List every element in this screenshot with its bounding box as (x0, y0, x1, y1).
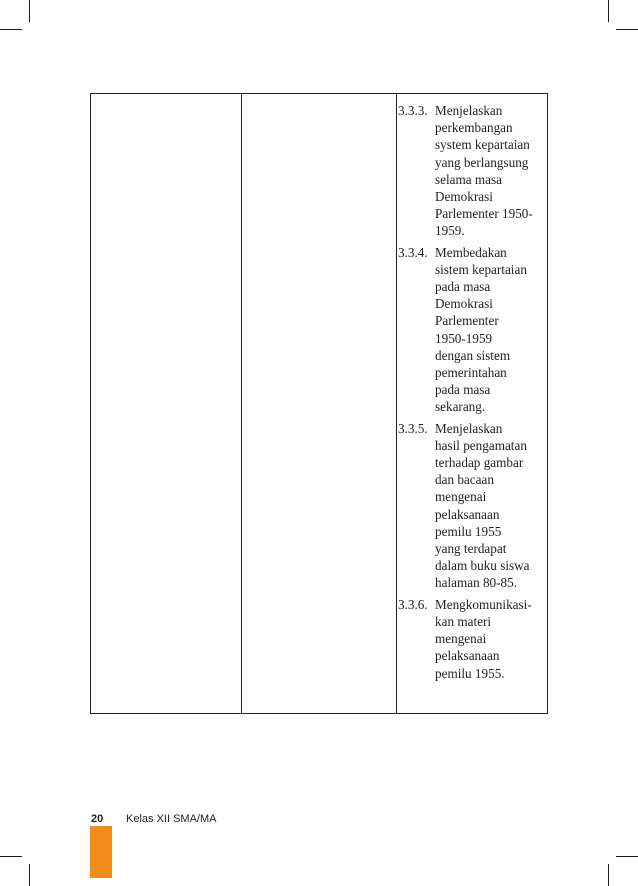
crop-mark-bottom-right-h (616, 856, 638, 857)
crop-mark-top-right-h (616, 29, 638, 30)
table-column-divider-1 (241, 94, 242, 713)
indicator-table (90, 93, 548, 714)
crop-mark-top-left-h (0, 29, 22, 30)
indicator-item (398, 244, 548, 416)
indicator-text: Membedakan sistem kepartaian pada masa Demokrasi Parlementer 1950-1959 dengan sistem pemerintahan pada masa sekarang. (435, 244, 527, 415)
crop-mark-bottom-left-v (29, 864, 30, 886)
indicator-item (398, 420, 548, 592)
footer-accent-bar (90, 826, 112, 878)
indicator-column (398, 102, 548, 686)
indicator-text: Menjelaskan hasil pengamatan terhadap gambar dan bacaan mengenai pelaksanaan pemilu 1955 yang terdapat dalam buku siswa halaman 80-85. (435, 420, 530, 591)
crop-mark-bottom-right-v (608, 864, 609, 886)
indicator-item (398, 596, 548, 682)
crop-mark-top-left-v (29, 0, 30, 22)
crop-mark-bottom-left-h (0, 856, 22, 857)
indicator-text: Mengkomunikasi- kan materi mengenai pelaksanaan pemilu 1955. (435, 596, 532, 681)
indicator-item (398, 102, 548, 240)
page-number: 20 (91, 813, 104, 825)
indicator-number: 3.3.4. (398, 244, 428, 260)
indicator-text: Menjelaskan perkembangan system kepartaian yang berlangsung selama masa Demokrasi Parlementer 1950- 1959. (435, 103, 533, 239)
crop-mark-top-right-v (608, 0, 609, 22)
indicator-number: 3.3.3. (398, 103, 428, 118)
indicator-number: 3.3.5. (398, 420, 428, 436)
book-title: Kelas XII SMA/MA (126, 813, 217, 825)
indicator-number: 3.3.6. (398, 596, 428, 612)
